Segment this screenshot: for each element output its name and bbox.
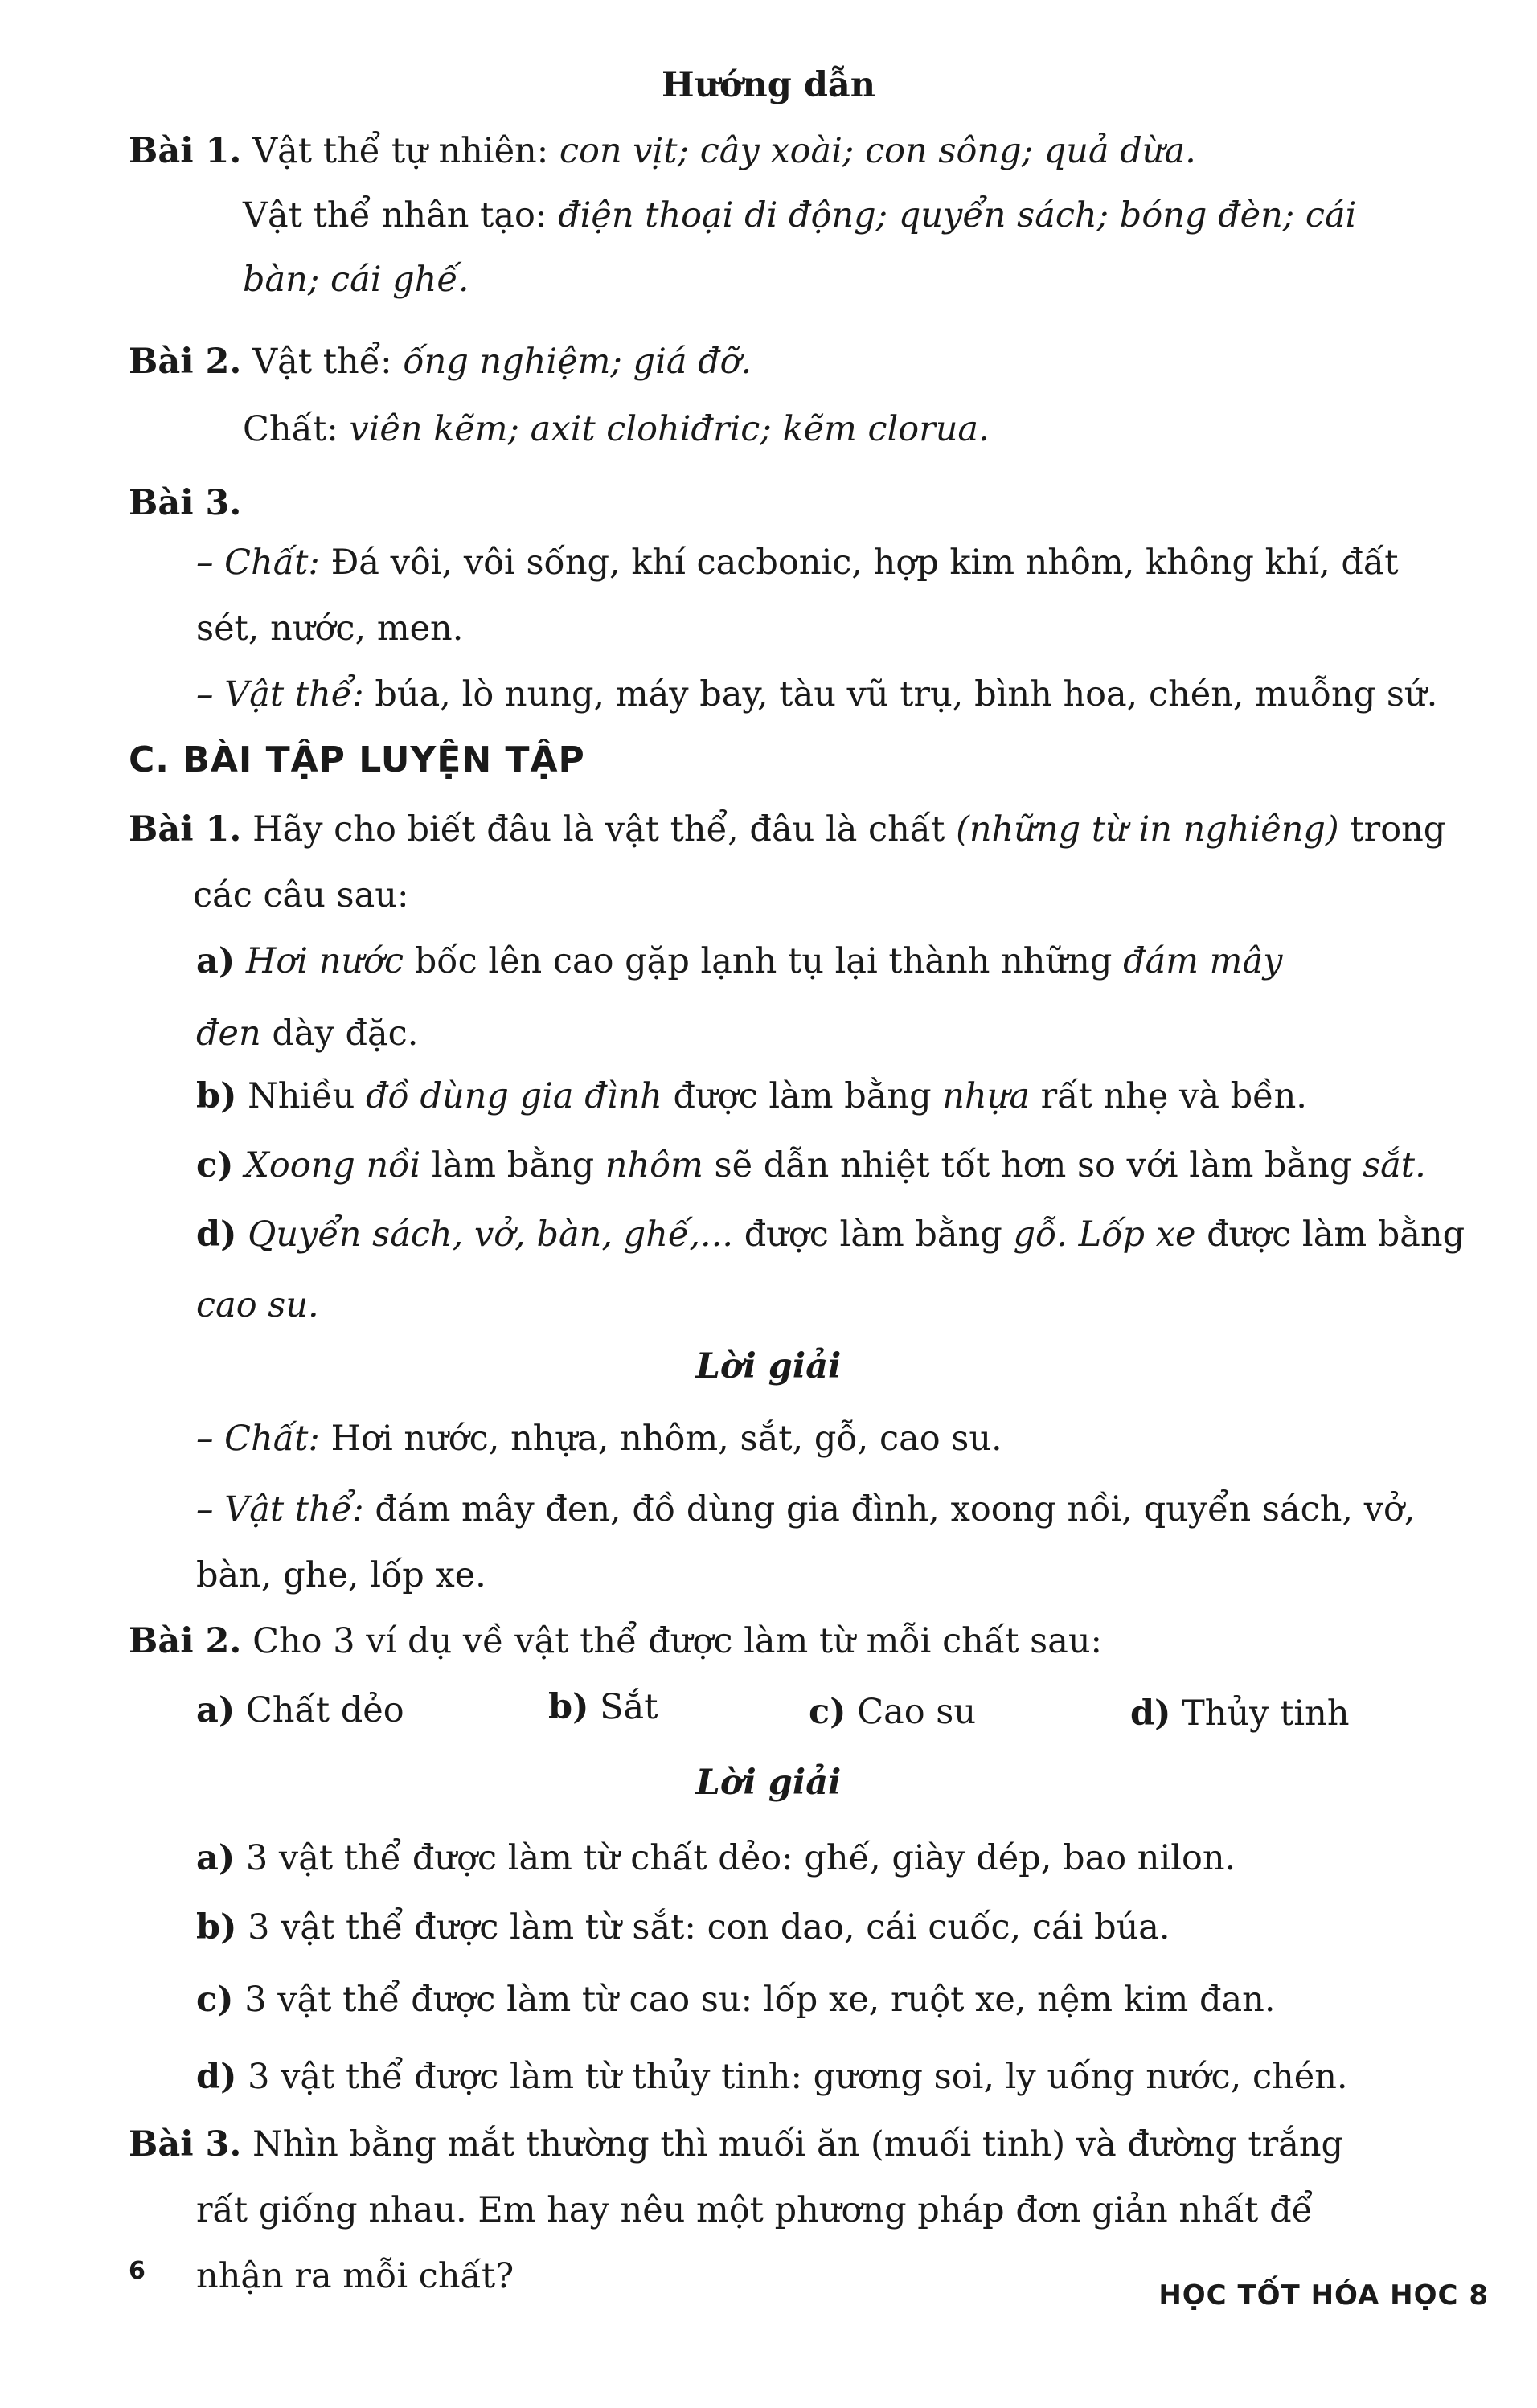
c-bai3-line3: nhận ra mỗi chất?	[196, 2256, 514, 2296]
c-bai1-a-label: a)	[196, 941, 236, 981]
c-bai2-answer-text: 3 vật thể được làm từ sắt: con dao, cái cuốc, cái búa.	[248, 1907, 1170, 1947]
hd-bai3-object-label: – Vật thể:	[196, 674, 364, 715]
c-bai1-d-i3: Lốp xe	[1078, 1214, 1196, 1255]
c-bai2-option-text: Thủy tinh	[1182, 1693, 1350, 1734]
c-bai2-option-text: Cao su	[857, 1692, 977, 1732]
c-bai1-sol-line1	[196, 1416, 1002, 1461]
hd-bai1-line2	[243, 193, 1356, 238]
hd-bai3-line2: sét, nước, men.	[196, 608, 464, 649]
c-bai1-sol-object-items-1: đám mây đen, đồ dùng gia đình, xoong nồi, quyển sách, vở,	[375, 1489, 1416, 1530]
c-bai1-d-line2: cao su.	[196, 1285, 319, 1325]
c-bai1-b-i2: nhựa	[942, 1076, 1030, 1116]
c-bai1-sol-line2	[196, 1487, 1416, 1532]
c-bai1-sol-substance-label: – Chất:	[196, 1419, 320, 1459]
hd-bai2-line1	[129, 339, 752, 384]
hd-bai1-natural-items: con vịt; cây xoài; con sông; quả dừa.	[559, 131, 1196, 171]
hd-bai1-line3: bàn; cái ghế.	[243, 260, 469, 300]
hd-bai2-object-items: ống nghiệm; giá đỡ.	[403, 342, 752, 382]
c-bai1-c-line	[196, 1143, 1426, 1188]
hd-bai1-natural-label: Vật thể tự nhiên:	[252, 131, 549, 171]
c-bai3-line1	[129, 2122, 1343, 2167]
c-bai1-c-label: c)	[196, 1145, 234, 1186]
c-bai1-line2: các câu sau:	[193, 875, 409, 915]
c-bai2-answer-label: c)	[196, 1980, 234, 2020]
c-bai1-c-t2: sẽ dẫn nhiệt tốt hơn so với làm bằng	[714, 1145, 1352, 1186]
c-bai1-b-t1: Nhiều	[248, 1076, 355, 1116]
hd-bai1-artificial-items-1: điện thoại di động; quyển sách; bóng đèn; cái	[558, 195, 1357, 235]
c-bai1-sol-object-label: – Vật thể:	[196, 1489, 364, 1530]
c-bai2-answer-label: d)	[196, 2057, 237, 2097]
c-bai1-c-i2: nhôm	[605, 1145, 703, 1186]
hd-bai2-line2	[243, 407, 990, 452]
c-bai2-option-label: a)	[196, 1690, 236, 1730]
c-bai1-a-t2: dày đặc.	[272, 1014, 419, 1054]
book-title: HỌC TỐT HÓA HỌC 8	[1158, 2279, 1489, 2312]
hd-bai1-line1	[129, 129, 1196, 174]
c-bai2-option-label: d)	[1130, 1693, 1171, 1734]
c-bai1-q-a: Hãy cho biết đâu là vật thể, đâu là chất	[252, 809, 945, 850]
hd-bai1-label: Bài 1.	[129, 131, 242, 171]
c-bai1-sol-line3: bàn, ghe, lốp xe.	[196, 1555, 486, 1595]
c-bai2-option-text: Sắt	[600, 1687, 658, 1727]
c-bai2-option-label: b)	[548, 1687, 589, 1727]
c-bai2-answer-c	[196, 1977, 1276, 2022]
c-bai1-c-i1: Xoong nồi	[244, 1145, 421, 1186]
hd-bai2-object-label: Vật thể:	[252, 342, 392, 382]
c-bai2-option-a	[196, 1688, 404, 1733]
c-bai1-b-t2: được làm bằng	[673, 1076, 932, 1116]
hd-bai2-substance-items: viên kẽm; axit clohiđric; kẽm clorua.	[349, 409, 990, 449]
c-bai2-option-c	[809, 1689, 976, 1734]
c-bai2-option-b	[548, 1685, 658, 1730]
hd-bai3-substance-items-1: Đá vôi, vôi sống, khí cacbonic, hợp kim nhôm, không khí, đất	[330, 543, 1399, 583]
c-bai1-a-i3: đen	[196, 1014, 261, 1054]
hd-bai3-object-items: búa, lò nung, máy bay, tàu vũ trụ, bình hoa, chén, muỗng sứ.	[375, 674, 1438, 715]
c-bai1-d-t1: được làm bằng	[744, 1214, 1002, 1255]
c-bai1-q-b: trong	[1350, 809, 1446, 850]
c-bai2-option-label: c)	[809, 1692, 846, 1732]
c-bai1-b-label: b)	[196, 1076, 237, 1116]
c-bai1-a-i2: đám mây	[1123, 941, 1283, 981]
c-bai2-answer-text: 3 vật thể được làm từ thủy tinh: gương soi, ly uống nước, chén.	[248, 2057, 1348, 2097]
page-title: Hướng dẫn	[661, 65, 876, 105]
hd-bai2-label: Bài 2.	[129, 342, 242, 382]
c-bai1-d-i1: Quyển sách, vở, bàn, ghế,...	[248, 1214, 734, 1255]
c-bai2-answer-a	[196, 1836, 1236, 1881]
hd-bai3-line1	[196, 540, 1399, 585]
c-bai2-answer-label: b)	[196, 1907, 237, 1947]
c-bai1-d-t2: được làm bằng	[1207, 1214, 1465, 1255]
c-bai1-a-t1: bốc lên cao gặp lạnh tụ lại thành những	[414, 941, 1113, 981]
c-bai2-solution-title: Lời giải	[695, 1763, 842, 1803]
c-bai2-answer-b	[196, 1905, 1170, 1950]
c-bai1-c-i3: sắt.	[1363, 1145, 1426, 1186]
c-bai2-option-text: Chất dẻo	[245, 1690, 404, 1730]
c-bai1-b-i1: đồ dùng gia đình	[366, 1076, 662, 1116]
c-bai1-solution-title: Lời giải	[695, 1346, 842, 1386]
hd-bai3-line3	[196, 672, 1437, 717]
c-bai2-line1	[129, 1619, 1102, 1664]
c-bai1-label: Bài 1.	[129, 809, 242, 850]
c-bai1-sol-substance-items: Hơi nước, nhựa, nhôm, sắt, gỗ, cao su.	[330, 1419, 1002, 1459]
c-bai1-d-line1	[196, 1212, 1465, 1257]
c-bai3-label: Bài 3.	[129, 2124, 242, 2164]
c-bai1-line1	[129, 807, 1445, 852]
c-bai1-d-label: d)	[196, 1214, 237, 1255]
c-bai2-label: Bài 2.	[129, 1621, 242, 1661]
c-bai2-answer-text: 3 vật thể được làm từ chất dẻo: ghế, giày dép, bao nilon.	[245, 1838, 1236, 1878]
hd-bai3-label: Bài 3.	[129, 483, 242, 523]
c-bai2-answer-d	[196, 2054, 1348, 2099]
c-bai1-b-t3: rất nhẹ và bền.	[1040, 1076, 1307, 1116]
c-bai2-answer-label: a)	[196, 1838, 236, 1878]
c-bai2-question: Cho 3 ví dụ về vật thể được làm từ mỗi chất sau:	[252, 1621, 1103, 1661]
c-bai1-a-line1	[196, 939, 1282, 984]
c-bai3-text-1: Nhìn bằng mắt thường thì muối ăn (muối tinh) và đường trắng	[252, 2124, 1344, 2164]
c-bai1-d-i2: gỗ.	[1013, 1214, 1068, 1255]
c-bai2-answer-text: 3 vật thể được làm từ cao su: lốp xe, ruột xe, nệm kim đan.	[244, 1980, 1276, 2020]
hd-bai3-substance-label: – Chất:	[196, 543, 320, 583]
c-bai2-option-d	[1130, 1691, 1350, 1736]
c-bai1-a-line2	[196, 1011, 418, 1056]
c-bai1-q-italic: (những từ in nghiêng)	[956, 809, 1339, 850]
c-bai1-b-line	[196, 1074, 1307, 1119]
section-c-title: C. BÀI TẬP LUYỆN TẬP	[129, 739, 585, 780]
page-number: 6	[129, 2257, 146, 2285]
c-bai1-c-t1: làm bằng	[431, 1145, 595, 1186]
c-bai1-a-i1: Hơi nước	[245, 941, 404, 981]
hd-bai2-substance-label: Chất:	[243, 409, 338, 449]
hd-bai1-artificial-label: Vật thể nhân tạo:	[243, 195, 547, 235]
c-bai3-line2: rất giống nhau. Em hay nêu một phương pháp đơn giản nhất để	[196, 2190, 1314, 2230]
